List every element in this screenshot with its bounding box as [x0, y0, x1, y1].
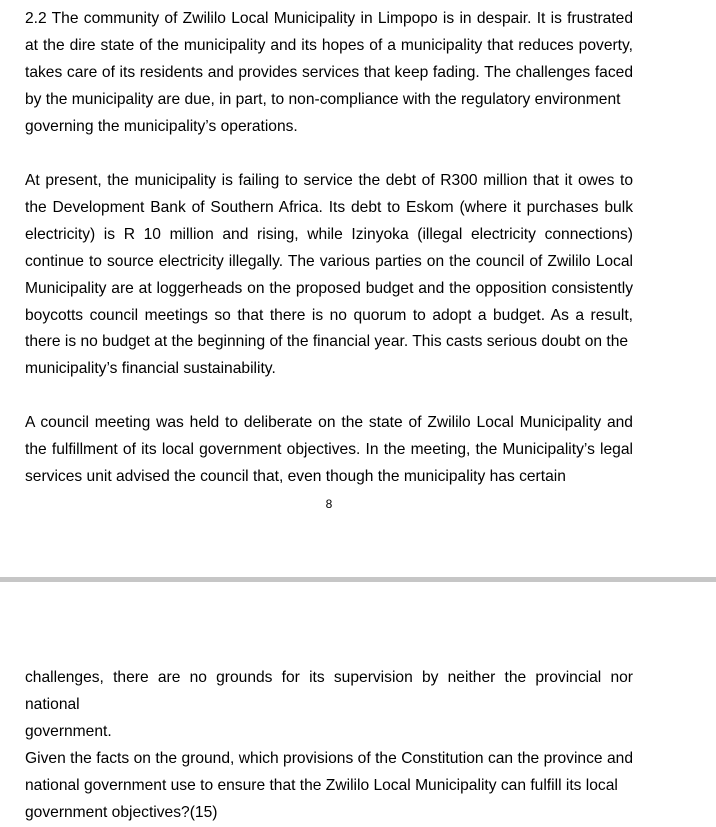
paragraph-text: 2.2 The community of Zwililo Local Municipality in Limpopo is in despair. It is frustrated at the dire state of the municipality and its hopes of a municipality that reduces poverty, takes care of its residents and provides services that keep fading. The challenges faced by the municipality are due, in part, to non-compliance with the regulatory environment [25, 10, 633, 108]
page-9 [0, 582, 716, 825]
page-number: 8 [325, 497, 333, 511]
question-text: Given the facts on the ground, which provisions of the Constitution can the province and national government use to ensure that the Zwililo Local Municipality can fulfill its local [25, 750, 633, 794]
paragraph-text: At present, the municipality is failing to service the debt of R300 million that it owes to the Development Bank of Southern Africa. Its debt to Eskom (where it purchases bulk electricity) is R 10 million and rising, while Izinyoka (illegal electricity connections) continue to source electricity illegally. The various parties on the council of Zwililo Local Municipality are at loggerheads on the proposed budget and the opposition consistently boycotts council meetings so that there is no quorum to adopt a budget. As a result, there is no budget at the beginning of the financial year. This casts serious doubt on the [25, 172, 633, 351]
question-last-line [25, 800, 633, 827]
marks-label: (15) [189, 803, 218, 821]
paragraph-last-line: government. [25, 722, 112, 740]
paragraph-last-line: governing the municipality’s operations. [25, 117, 298, 135]
paragraph-continuation [25, 665, 633, 746]
question-last-text: government objectives? [25, 803, 190, 821]
paragraph-debt-budget [25, 168, 633, 383]
paragraph-council-meeting [25, 410, 633, 491]
paragraph-text: A council meeting was held to deliberate on the state of Zwililo Local Municipality and the fulfillment of its local government objectives. In the meeting, the Municipality’s legal services unit advised the council that, even though the municipality has certain [25, 414, 633, 485]
paragraph-community-despair [25, 6, 633, 141]
paragraph-text: challenges, there are no grounds for its supervision by neither the provincial nor national [25, 669, 633, 713]
paragraph-last-line: municipality’s financial sustainability. [25, 360, 276, 378]
question-paragraph [25, 746, 633, 827]
